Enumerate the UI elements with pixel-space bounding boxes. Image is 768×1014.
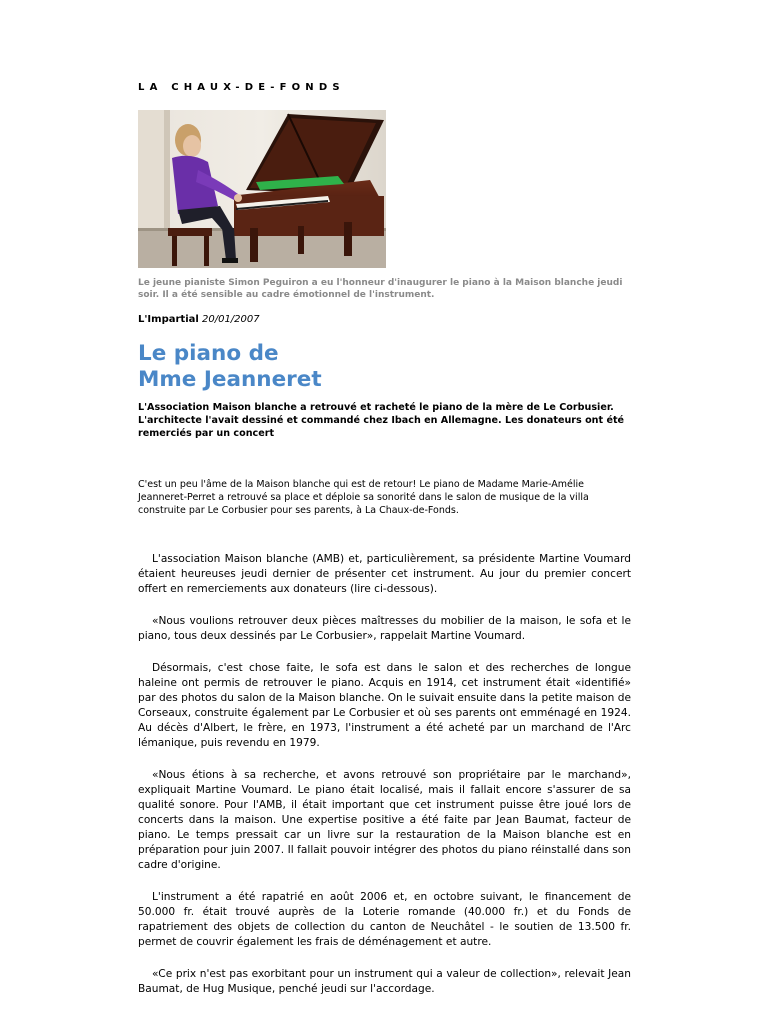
body-paragraph: «Ce prix n'est pas exorbitant pour un instrument qui a valeur de collection», relevait Jean Baumat, de Hug Musique, penché jeudi sur l'accordage. [138,968,631,995]
source-line [138,314,260,325]
publication-name: L'Impartial [138,314,199,325]
article-lead: L'Association Maison blanche a retrouvé et racheté le piano de la mère de Le Corbusier. L'architecte l'avait dessiné et commandé chez Ibach en Allemagne. Les donateurs ont été remerciés par un concert [138,402,625,439]
article-title [138,341,631,393]
article-photo [138,110,386,268]
article-intro: C'est un peu l'âme de la Maison blanche qui est de retour! Le piano de Madame Marie-Amélie Jeanneret-Perret a retrouvé sa place et déploie sa sonorité dans le salon de musique de la villa construite par Le Corbusier pour ses parents, à La Chaux-de-Fonds. [138,479,589,516]
body-paragraph: L'instrument a été rapatrié en août 2006 et, en octobre suivant, le financement de 50.000 fr. était trouvé auprès de la Loterie romande (40.000 fr.) et du Fonds de rapatriement des objets de collection du canton de Neuchâtel - le soutien de 13.500 fr. permet de couvrir également les frais de déménagement et autre. [138,891,631,948]
body-paragraph: «Nous voulions retrouver deux pièces maîtresses du mobilier de la maison, le sofa et le piano, tous deux dessinés par Le Corbusier», rappelait Martine Voumard. [138,615,631,642]
pianist-photo-image [138,110,386,268]
article-title-line-1: Le piano de [138,341,279,366]
body-paragraph: Désormais, c'est chose faite, le sofa est dans le salon et des recherches de longue haleine ont permis de retrouver le piano. Acquis en 1914, cet instrument était «identifié» par des photos du salon de la Maison blanche. On le suivait ensuite dans la petite maison de Corseaux, construite également par Le Corbusier et où ses parents ont emménagé en 1924. Au décès d'Albert, le frère, en 1973, l'instrument a été acheté par un marchand de l'Arc lémanique, puis revendu en 1979. [138,662,631,749]
body-paragraph: L'association Maison blanche (AMB) et, particulièrement, sa présidente Martine Voumard étaient heureuses jeudi dernier de présenter cet instrument. Au jour du premier concert offert en remerciements aux donateurs (lire ci-dessous). [138,553,631,595]
article-body [138,552,631,1014]
publication-date: 20/01/2007 [201,314,260,325]
photo-caption: Le jeune pianiste Simon Peguiron a eu l'honneur d'inaugurer le piano à la Maison blanche jeudi soir. Il a été sensible au cadre émotionnel de l'instrument. [138,278,623,300]
article-title-line-2: Mme Jeanneret [138,367,322,392]
section-heading: LA CHAUX-DE-FONDS [138,82,345,93]
body-paragraph: «Nous étions à sa recherche, et avons retrouvé son propriétaire par le marchand», expliquait Martine Voumard. Le piano était localisé, mais il fallait encore s'assurer de sa qualité sonore. Pour l'AMB, il était important que cet instrument puisse être joué lors de concerts dans la maison. Une expertise positive a été faite par Jean Baumat, facteur de piano. Le temps pressait car un livre sur la restauration de la Maison blanche est en préparation pour juin 2007. Il fallait pouvoir intégrer des photos du piano réinstallé dans son cadre d'origine. [138,769,631,871]
